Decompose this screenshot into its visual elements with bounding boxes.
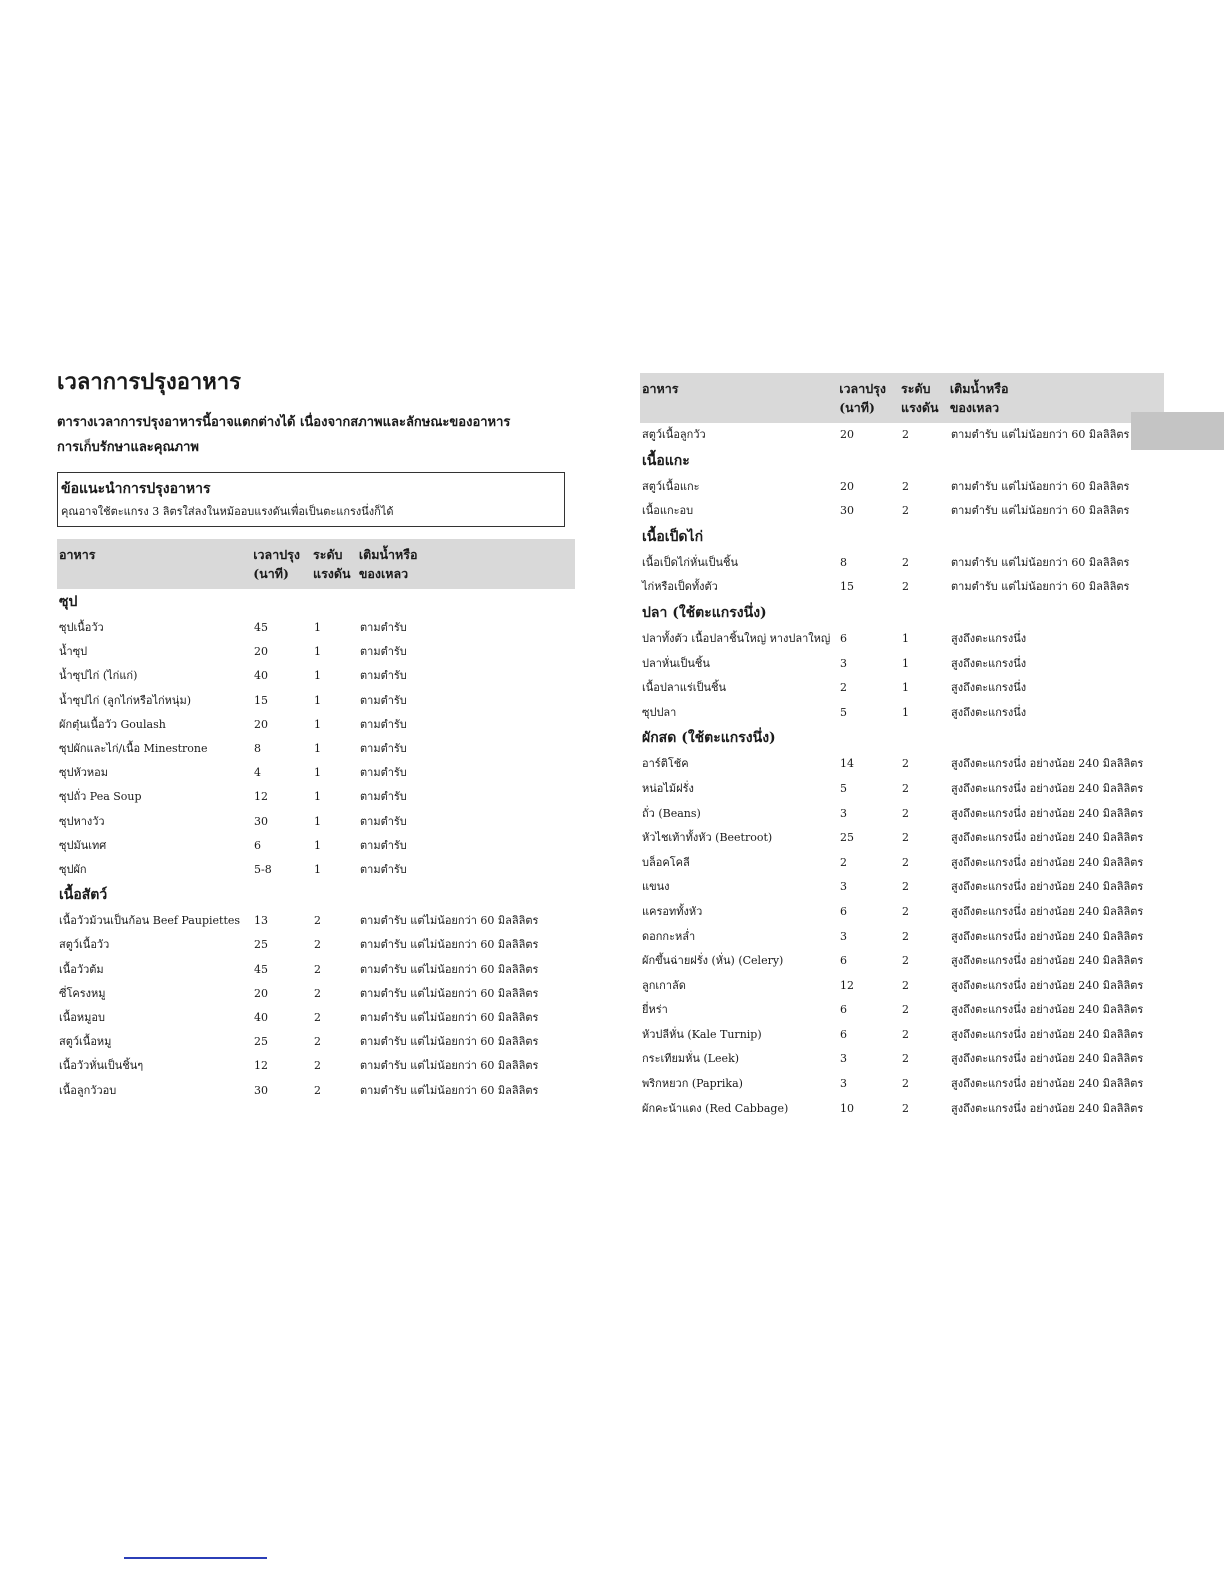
- table-row: [57, 689, 577, 713]
- time-cell: 25: [254, 1035, 268, 1049]
- pressure-cell: 2: [902, 978, 909, 992]
- food-cell: เนื้อลูกวัวอบ: [59, 1083, 117, 1097]
- liquid-cell: สูงถึงตะแกรงนึ่ง อย่างน้อย 240 มิลลิลิตร: [951, 757, 1144, 771]
- table-row: [57, 664, 577, 688]
- pressure-cell: 2: [902, 929, 909, 943]
- table-row: [57, 785, 577, 809]
- table-row: [640, 949, 1166, 974]
- table-row: [57, 858, 577, 882]
- pressure-cell: 1: [314, 645, 321, 659]
- time-cell: 12: [254, 790, 268, 804]
- header-liquid: เติมน้ำหรือ ของเหลว: [358, 547, 418, 581]
- time-cell: 15: [254, 693, 268, 707]
- food-cell: น้ำซุป: [59, 645, 88, 659]
- liquid-cell: ตามตำรับ แต่ไม่น้อยกว่า 60 มิลลิลิตร: [360, 1059, 539, 1073]
- time-cell: 13: [254, 914, 268, 928]
- food-cell: ซุปผัก: [59, 863, 87, 877]
- header-liquid: เติมน้ำหรือ ของเหลว: [949, 381, 1009, 415]
- food-cell: สตูว์เนื้อลูกวัว: [642, 428, 706, 441]
- food-cell: ผักตุ๋นเนื้อวัว Goulash: [59, 717, 166, 731]
- header-pressure: ระดับ แรงดัน: [313, 547, 351, 581]
- food-cell: ปลาหั่นเป็นชิ้น: [642, 656, 710, 670]
- pressure-cell: 2: [902, 1101, 909, 1115]
- food-cell: แขนง: [642, 880, 670, 894]
- section-title: ซุป: [59, 594, 78, 610]
- time-cell: 40: [254, 1011, 268, 1025]
- time-cell: 6: [254, 838, 261, 852]
- liquid-cell: ตามตำรับ แต่ไม่น้อยกว่า 60 มิลลิลิตร: [360, 938, 539, 952]
- time-cell: 30: [840, 504, 854, 518]
- time-cell: 25: [254, 938, 268, 952]
- food-cell: เนื้อแกะอบ: [642, 504, 694, 518]
- liquid-cell: สูงถึงตะแกรงนึ่ง อย่างน้อย 240 มิลลิลิตร: [951, 1101, 1144, 1115]
- tips-title: ข้อแนะนำการปรุงอาหาร: [61, 481, 211, 497]
- food-cell: ปลาทั้งตัว เนื้อปลาชิ้นใหญ่ หางปลาใหญ่: [642, 631, 831, 645]
- table-row: [57, 1054, 577, 1078]
- liquid-cell: สูงถึงตะแกรงนึ่ง อย่างน้อย 240 มิลลิลิตร: [951, 806, 1144, 820]
- food-cell: ซุปเนื้อวัว: [59, 621, 104, 634]
- liquid-cell: ตามตำรับ: [360, 814, 407, 828]
- table-row: [57, 933, 577, 957]
- liquid-cell: สูงถึงตะแกรงนึ่ง อย่างน้อย 240 มิลลิลิตร: [951, 929, 1144, 943]
- food-cell: กระเทียมหั่น (Leek): [642, 1052, 740, 1066]
- liquid-cell: สูงถึงตะแกรงนึ่ง อย่างน้อย 240 มิลลิลิตร: [951, 1003, 1144, 1017]
- pressure-cell: 2: [902, 1027, 909, 1041]
- pressure-cell: 2: [314, 986, 321, 1000]
- table-row: [57, 761, 577, 785]
- pressure-cell: 2: [902, 479, 909, 493]
- food-cell: ซุปมันเทศ: [59, 838, 107, 852]
- table-row: [57, 982, 577, 1006]
- table-header: [640, 373, 1164, 423]
- liquid-cell: ตามตำรับ แต่ไม่น้อยกว่า 60 มิลลิลิตร: [951, 580, 1130, 594]
- header-food: อาหาร: [642, 381, 679, 396]
- time-cell: 20: [254, 986, 268, 1000]
- time-cell: 6: [840, 1003, 847, 1017]
- time-cell: 30: [254, 814, 268, 828]
- pressure-cell: 2: [902, 1003, 909, 1017]
- pressure-cell: 1: [314, 863, 321, 877]
- time-cell: 8: [840, 555, 847, 569]
- pressure-cell: 2: [902, 904, 909, 918]
- section-title: เนื้อสัตว์: [59, 887, 108, 904]
- table-row: [57, 616, 577, 640]
- time-cell: 12: [254, 1059, 268, 1073]
- cooking-tips-box: [57, 472, 565, 527]
- table-row: [640, 499, 1166, 524]
- food-cell: ผักคะน้าแดง (Red Cabbage): [642, 1101, 789, 1115]
- liquid-cell: ตามตำรับ แต่ไม่น้อยกว่า 60 มิลลิลิตร: [951, 479, 1130, 493]
- pressure-cell: 1: [902, 681, 909, 695]
- pressure-cell: 2: [314, 914, 321, 928]
- pressure-cell: 1: [314, 766, 321, 780]
- food-cell: บล็อคโคลี: [642, 855, 690, 869]
- table-row: [57, 737, 577, 761]
- table-row: [640, 752, 1166, 777]
- table-row: [640, 475, 1166, 500]
- liquid-cell: สูงถึงตะแกรงนึ่ง: [951, 705, 1027, 719]
- time-cell: 6: [840, 631, 847, 645]
- table-row: [640, 423, 1166, 448]
- liquid-cell: ตามตำรับ แต่ไม่น้อยกว่า 60 มิลลิลิตร: [951, 504, 1130, 518]
- liquid-cell: สูงถึงตะแกรงนึ่ง อย่างน้อย 240 มิลลิลิตร: [951, 1052, 1144, 1066]
- food-cell: ซุปหัวหอม: [59, 766, 108, 780]
- pressure-cell: 1: [902, 631, 909, 645]
- time-cell: 3: [840, 806, 847, 820]
- pressure-cell: 2: [902, 806, 909, 820]
- food-cell: แครอททั้งหัว: [642, 904, 703, 918]
- time-cell: 20: [840, 428, 854, 441]
- pressure-cell: 2: [902, 781, 909, 795]
- pressure-cell: 2: [314, 1059, 321, 1073]
- food-cell: ซุปปลา: [642, 705, 677, 719]
- time-cell: 20: [254, 645, 268, 659]
- time-cell: 40: [254, 669, 268, 683]
- header-time: เวลาปรุง (นาที): [253, 547, 300, 581]
- table-row: [57, 1006, 577, 1030]
- food-cell: ยี่หร่า: [642, 1003, 668, 1017]
- section-title: เนื้อแกะ: [642, 452, 690, 469]
- food-cell: หัวไชเท้าทั้งหัว (Beetroot): [642, 831, 773, 845]
- liquid-cell: ตามตำรับ แต่ไม่น้อยกว่า 60 มิลลิลิตร: [360, 914, 539, 928]
- food-cell: ซุปผักและไก่/เนื้อ Minestrone: [59, 742, 208, 756]
- liquid-cell: ตามตำรับ: [360, 693, 407, 707]
- page-title: เวลาการปรุงอาหาร: [57, 369, 241, 395]
- liquid-cell: ตามตำรับ: [360, 742, 407, 756]
- liquid-cell: สูงถึงตะแกรงนึ่ง อย่างน้อย 240 มิลลิลิตร: [951, 904, 1144, 918]
- liquid-cell: ตามตำรับ แต่ไม่น้อยกว่า 60 มิลลิลิตร: [360, 1083, 539, 1097]
- table-row: [57, 958, 577, 982]
- liquid-cell: สูงถึงตะแกรงนึ่ง: [951, 631, 1027, 645]
- right-table-body: [640, 423, 1166, 1121]
- table-row: [640, 974, 1166, 999]
- table-row: [57, 810, 577, 834]
- food-cell: สตูว์เนื้อวัว: [59, 938, 110, 952]
- pressure-cell: 1: [314, 814, 321, 828]
- liquid-cell: ตามตำรับ แต่ไม่น้อยกว่า 60 มิลลิลิตร: [951, 428, 1130, 441]
- table-row: [640, 1047, 1166, 1072]
- pressure-cell: 2: [902, 1077, 909, 1091]
- table-header: [57, 539, 575, 589]
- liquid-cell: สูงถึงตะแกรงนึ่ง อย่างน้อย 240 มิลลิลิตร: [951, 781, 1144, 795]
- time-cell: 12: [840, 978, 854, 992]
- pressure-cell: 2: [314, 938, 321, 952]
- time-cell: 20: [840, 479, 854, 493]
- time-cell: 3: [840, 929, 847, 943]
- liquid-cell: สูงถึงตะแกรงนึ่ง อย่างน้อย 240 มิลลิลิตร: [951, 831, 1144, 845]
- table-row: [640, 802, 1166, 827]
- time-cell: 15: [840, 580, 854, 594]
- time-cell: 8: [254, 742, 261, 756]
- pressure-cell: 2: [902, 831, 909, 845]
- time-cell: 5: [840, 781, 847, 795]
- table-row: [57, 909, 577, 933]
- left-table-body: [57, 589, 577, 1103]
- food-cell: ดอกกะหล่ำ: [642, 929, 696, 943]
- liquid-cell: ตามตำรับ แต่ไม่น้อยกว่า 60 มิลลิลิตร: [360, 1011, 539, 1025]
- food-cell: ไก่หรือเป็ดทั้งตัว: [642, 580, 718, 594]
- footer-link-underline: [124, 1557, 267, 1559]
- liquid-cell: สูงถึงตะแกรงนึ่ง อย่างน้อย 240 มิลลิลิตร: [951, 978, 1144, 992]
- time-cell: 30: [254, 1083, 268, 1097]
- liquid-cell: ตามตำรับ แต่ไม่น้อยกว่า 60 มิลลิลิตร: [360, 962, 539, 976]
- section-title: ปลา (ใช้ตะแกรงนึ่ง): [642, 604, 767, 621]
- table-row: [57, 1030, 577, 1054]
- table-row: [57, 834, 577, 858]
- food-cell: เนื้อเป็ดไก่หั่นเป็นชิ้น: [642, 555, 738, 569]
- food-cell: เนื้อวัวต้ม: [59, 962, 104, 976]
- pressure-cell: 1: [314, 621, 321, 634]
- pressure-cell: 2: [314, 1083, 321, 1097]
- time-cell: 3: [840, 1052, 847, 1066]
- pressure-cell: 1: [314, 790, 321, 804]
- food-cell: ซุปหางวัว: [59, 814, 105, 828]
- pressure-cell: 2: [314, 962, 321, 976]
- liquid-cell: ตามตำรับ แต่ไม่น้อยกว่า 60 มิลลิลิตร: [360, 986, 539, 1000]
- pressure-cell: 2: [902, 855, 909, 869]
- left-column: [57, 368, 577, 1103]
- time-cell: 6: [840, 904, 847, 918]
- liquid-cell: ตามตำรับ: [360, 669, 407, 683]
- table-row: [640, 826, 1166, 851]
- time-cell: 6: [840, 954, 847, 968]
- time-cell: 3: [840, 880, 847, 894]
- time-cell: 45: [254, 621, 268, 634]
- food-cell: หัวปลีหั่น (Kale Turnip): [642, 1027, 762, 1041]
- liquid-cell: สูงถึงตะแกรงนึ่ง: [951, 656, 1027, 670]
- pressure-cell: 2: [902, 1052, 909, 1066]
- section-title: เนื้อเป็ดไก่: [642, 528, 704, 545]
- table-row: [640, 575, 1166, 600]
- time-cell: 5: [840, 705, 847, 719]
- food-cell: หน่อไม้ฝรั่ง: [642, 781, 694, 795]
- pressure-cell: 2: [902, 428, 909, 441]
- table-row: [640, 851, 1166, 876]
- header-food: อาหาร: [59, 547, 96, 562]
- pressure-cell: 2: [314, 1011, 321, 1025]
- pressure-cell: 2: [902, 880, 909, 894]
- time-cell: 10: [840, 1101, 854, 1115]
- time-cell: 14: [840, 757, 854, 771]
- time-cell: 2: [840, 681, 847, 695]
- table-row: [640, 998, 1166, 1023]
- pressure-cell: 1: [314, 693, 321, 707]
- liquid-cell: ตามตำรับ แต่ไม่น้อยกว่า 60 มิลลิลิตร: [360, 1035, 539, 1049]
- pressure-cell: 2: [902, 954, 909, 968]
- liquid-cell: ตามตำรับ: [360, 717, 407, 731]
- food-cell: เนื้อวัวหั่นเป็นชิ้นๆ: [59, 1059, 144, 1073]
- liquid-cell: สูงถึงตะแกรงนึ่ง อย่างน้อย 240 มิลลิลิตร: [951, 1077, 1144, 1091]
- table-row: [640, 1097, 1166, 1122]
- pressure-cell: 2: [902, 757, 909, 771]
- time-cell: 25: [840, 831, 854, 845]
- right-column: [640, 373, 1166, 1121]
- time-cell: 20: [254, 717, 268, 731]
- food-cell: ถั่ว (Beans): [642, 806, 701, 820]
- pressure-cell: 1: [902, 705, 909, 719]
- pressure-cell: 2: [902, 580, 909, 594]
- liquid-cell: ตามตำรับ: [360, 838, 407, 852]
- pressure-cell: 1: [902, 656, 909, 670]
- subtitle-line-1: ตารางเวลาการปรุงอาหารนี้อาจแตกต่างได้ เนื่องจากสภาพและลักษณะของอาหาร: [57, 415, 511, 430]
- table-row: [640, 777, 1166, 802]
- pressure-cell: 1: [314, 717, 321, 731]
- table-row: [57, 713, 577, 737]
- table-row: [640, 676, 1166, 701]
- table-row: [640, 900, 1166, 925]
- table-row: [640, 875, 1166, 900]
- pressure-cell: 2: [314, 1035, 321, 1049]
- pressure-cell: 2: [902, 504, 909, 518]
- side-tab-marker: [1131, 412, 1224, 450]
- liquid-cell: ตามตำรับ: [360, 766, 407, 780]
- food-cell: ผักขึ้นฉ่ายฝรั่ง (หั่น) (Celery): [642, 954, 784, 968]
- time-cell: 3: [840, 1077, 847, 1091]
- food-cell: สตูว์เนื้อแกะ: [642, 479, 700, 493]
- food-cell: สตูว์เนื้อหมู: [59, 1035, 112, 1049]
- liquid-cell: ตามตำรับ แต่ไม่น้อยกว่า 60 มิลลิลิตร: [951, 555, 1130, 569]
- header-pressure: ระดับ แรงดัน: [901, 381, 939, 415]
- pressure-cell: 1: [314, 669, 321, 683]
- food-cell: เนื้อวัวม้วนเป็นก้อน Beef Paupiettes: [59, 914, 241, 928]
- liquid-cell: ตามตำรับ: [360, 621, 407, 634]
- header-time: เวลาปรุง (นาที): [839, 381, 886, 415]
- table-row: [640, 925, 1166, 950]
- pressure-cell: 1: [314, 838, 321, 852]
- food-cell: ซี่โครงหมู: [59, 986, 106, 1000]
- food-cell: เนื้อปลาแร่เป็นชิ้น: [642, 681, 727, 695]
- liquid-cell: สูงถึงตะแกรงนึ่ง อย่างน้อย 240 มิลลิลิตร: [951, 880, 1144, 894]
- pressure-cell: 1: [314, 742, 321, 756]
- food-cell: พริกหยวก (Paprika): [642, 1077, 743, 1091]
- table-row: [640, 1072, 1166, 1097]
- time-cell: 4: [254, 766, 261, 780]
- table-row: [640, 551, 1166, 576]
- time-cell: 3: [840, 656, 847, 670]
- food-cell: ซุปถั่ว Pea Soup: [59, 790, 142, 804]
- table-row: [640, 652, 1166, 677]
- subtitle-line-2: การเก็บรักษาและคุณภาพ: [57, 440, 199, 455]
- time-cell: 2: [840, 855, 847, 869]
- table-row: [57, 640, 577, 664]
- food-cell: อาร์ติโช้ค: [642, 757, 689, 771]
- table-row: [57, 1079, 577, 1103]
- time-cell: 45: [254, 962, 268, 976]
- tips-text: คุณอาจใช้ตะแกรง 3 ลิตรใส่ลงในหม้ออบแรงดันเพื่อเป็นตะแกรงนึ่งก็ได้: [61, 505, 394, 518]
- time-cell: 6: [840, 1027, 847, 1041]
- table-row: [640, 701, 1166, 726]
- time-cell: 5-8: [254, 863, 272, 877]
- food-cell: ลูกเกาลัด: [642, 978, 686, 992]
- table-row: [640, 1023, 1166, 1048]
- food-cell: น้ำซุปไก่ (ลูกไก่หรือไก่หนุ่ม): [59, 693, 191, 707]
- liquid-cell: ตามตำรับ: [360, 790, 407, 804]
- liquid-cell: สูงถึงตะแกรงนึ่ง: [951, 681, 1027, 695]
- liquid-cell: สูงถึงตะแกรงนึ่ง อย่างน้อย 240 มิลลิลิตร: [951, 1027, 1144, 1041]
- liquid-cell: ตามตำรับ: [360, 645, 407, 659]
- food-cell: น้ำซุปไก่ (ไก่แก่): [59, 669, 138, 683]
- liquid-cell: ตามตำรับ: [360, 863, 407, 877]
- section-title: ผักสด (ใช้ตะแกรงนึ่ง): [642, 730, 776, 747]
- liquid-cell: สูงถึงตะแกรงนึ่ง อย่างน้อย 240 มิลลิลิตร: [951, 954, 1144, 968]
- liquid-cell: สูงถึงตะแกรงนึ่ง อย่างน้อย 240 มิลลิลิตร: [951, 855, 1144, 869]
- food-cell: เนื้อหมูอบ: [59, 1011, 105, 1025]
- pressure-cell: 2: [902, 555, 909, 569]
- table-row: [640, 627, 1166, 652]
